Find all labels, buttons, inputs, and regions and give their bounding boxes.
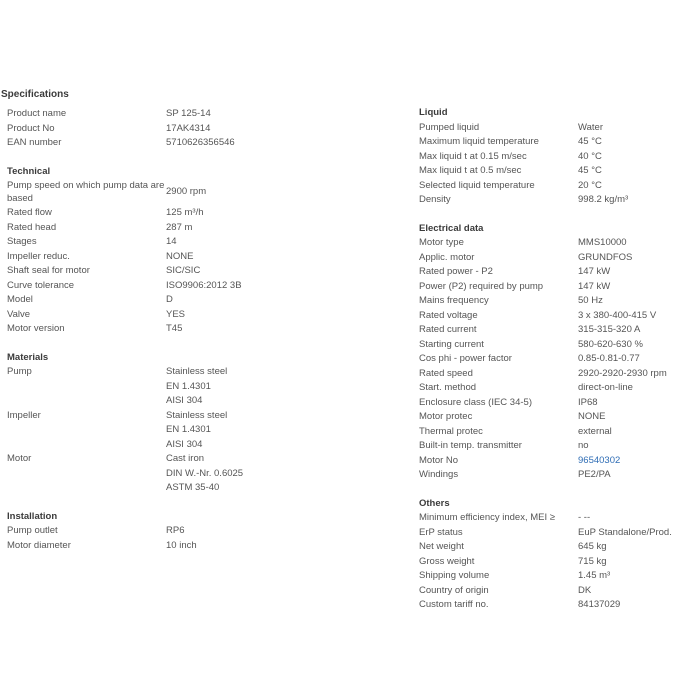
spec-row [419,381,681,396]
spec-label: Thermal protec [419,425,483,437]
spec-label: Motor diameter [7,539,71,551]
spec-row [419,236,681,251]
spec-row [419,265,681,280]
spec-label: Minimum efficiency index, MEI ≥ [419,512,555,523]
spec-row [419,396,681,411]
spec-row [419,193,681,208]
spec-row [7,107,269,122]
spec-value: 2920-2920-2930 rpm [578,367,667,379]
spec-value: IP68 [578,396,598,408]
spec-label: Impeller reduc. [7,250,70,262]
spec-value: EuP Standalone/Prod. [578,526,672,538]
spec-label: Motor [7,453,32,464]
spec-label: Net weight [419,541,464,552]
page-title: Specifications [1,89,69,100]
spec-label: Motor protec [419,411,473,422]
spec-row [7,206,269,221]
spec-row [419,352,681,367]
spec-row [7,380,269,395]
spec-row [419,251,681,266]
spec-label: Cos phi - power factor [419,353,512,364]
spec-label: Pump [7,366,32,377]
spec-row [419,454,681,469]
spec-row [7,467,269,482]
spec-row [419,540,681,555]
spec-value: Cast iron [166,453,205,464]
spec-label: Shaft seal for motor [7,265,90,276]
section-product [7,107,269,151]
spec-value: 45 °C [578,136,602,147]
spec-label: Density [419,194,451,205]
spec-label: Valve [7,308,31,320]
spec-row [419,179,681,194]
spec-row [419,164,681,179]
spec-label: EAN number [7,137,62,148]
spec-label: Rated speed [419,367,473,379]
spec-label: Model [7,294,33,305]
spec-label: Starting current [419,338,484,350]
spec-row [7,423,269,438]
spec-label: Start. method [419,382,477,393]
spec-row [7,524,269,539]
spec-value: ASTM 35-40 [166,482,220,493]
section-materials [7,351,269,496]
spec-label: Motor type [419,237,464,248]
spec-value: NONE [166,250,194,262]
section-installation [7,510,269,554]
spec-value: Stainless steel [166,409,228,421]
right-column [419,106,681,613]
spec-value: Stainless steel [166,366,228,377]
spec-row [419,555,681,570]
spec-value: SIC/SIC [166,265,201,276]
spec-value: EN 1.4301 [166,424,211,435]
spec-row [419,150,681,165]
spec-row [419,309,681,324]
spec-value: 45 °C [578,165,602,176]
spec-row [419,526,681,541]
spec-value: 125 m³/h [166,207,204,218]
spec-label: Gross weight [419,555,475,567]
spec-row [7,250,269,265]
spec-value: AISI 304 [166,438,203,450]
spec-row [7,122,269,137]
spec-label: Pumped liquid [419,121,480,133]
spec-value: 580-620-630 % [578,338,643,350]
spec-label: Product No [7,122,55,134]
spec-value: direct-on-line [578,382,633,393]
spec-value: GRUNDFOS [578,251,633,263]
spec-row [7,481,269,496]
section-technical [7,165,269,337]
spec-value: MMS10000 [578,237,627,248]
spec-row [7,438,269,453]
spec-label: Selected liquid temperature [419,179,535,191]
section-title: Electrical data [419,222,484,234]
spec-row [419,410,681,425]
section-liquid [419,106,681,208]
spec-value: T45 [166,323,183,334]
spec-row [7,394,269,409]
spec-value: 645 kg [578,541,607,552]
spec-value: 84137029 [578,599,621,610]
spec-value: 14 [166,236,177,247]
spec-label: Windings [419,469,459,480]
spec-value: external [578,425,612,437]
section-title: Liquid [419,107,448,118]
spec-label: Rated flow [7,207,52,218]
spec-label: Rated current [419,324,477,335]
spec-label: Rated head [7,221,57,233]
spec-label: Built-in temp. transmitter [419,440,522,451]
spec-row [419,121,681,136]
spec-row [7,279,269,294]
spec-value: DK [578,584,592,596]
spec-row [7,235,269,250]
spec-row [419,468,681,483]
spec-label: Impeller [7,409,41,421]
spec-label: Shipping volume [419,570,490,581]
spec-row [419,338,681,353]
spec-value: 147 kW [578,280,611,292]
spec-row [419,323,681,338]
spec-value: D [166,294,173,305]
spec-label: Power (P2) required by pump [419,280,544,292]
spec-value: 5710626356546 [166,137,235,148]
spec-row [419,439,681,454]
spec-row [419,569,681,584]
spec-row [7,136,269,151]
section-title: Technical [7,165,51,177]
spec-value: NONE [578,411,606,422]
spec-row [419,425,681,440]
spec-value: YES [166,308,186,320]
spec-label: Max liquid t at 0.5 m/sec [419,165,522,176]
spec-value: - -- [578,512,591,523]
spec-label: Maximum liquid temperature [419,136,539,147]
spec-row [7,179,269,206]
spec-value: 3 x 380-400-415 V [578,309,657,321]
spec-value: 10 inch [166,539,197,551]
spec-label: Pump speed on which pump data are based [7,180,165,204]
spec-value: 17AK4314 [166,122,211,134]
spec-row [7,264,269,279]
spec-value: 20 °C [578,179,602,191]
spec-value: 0.85-0.81-0.77 [578,353,640,364]
spec-label: Motor version [7,323,65,334]
spec-value: ISO9906:2012 3B [166,279,242,291]
spec-value: AISI 304 [166,395,203,406]
spec-label: Motor No [419,454,459,466]
spec-value: 50 Hz [578,295,603,306]
spec-label: ErP status [419,526,463,538]
spec-value: EN 1.4301 [166,380,211,392]
spec-value: SP 125-14 [166,108,211,119]
motor-number-link[interactable]: 96540302 [578,454,621,466]
spec-label: Rated power - P2 [419,266,493,277]
spec-label: Mains frequency [419,295,489,306]
left-column [7,107,269,553]
spec-label: Applic. motor [419,251,475,263]
spec-row [7,293,269,308]
spec-value: 287 m [166,221,193,233]
spec-label: Enclosure class (IEC 34-5) [419,396,532,408]
spec-value: PE2/PA [578,469,611,480]
spec-label: Product name [7,108,67,119]
spec-value: Water [578,121,603,133]
spec-label: Pump outlet [7,525,58,536]
spec-row [7,539,269,554]
spec-label: Max liquid t at 0.15 m/sec [419,150,527,162]
spec-row [419,294,681,309]
section-title: Others [419,497,450,509]
section-title: Installation [7,510,58,522]
spec-row [419,135,681,150]
spec-row [7,322,269,337]
spec-row [419,598,681,613]
spec-label: Stages [7,236,37,247]
spec-row [419,511,681,526]
spec-value: no [578,440,589,451]
spec-row [7,221,269,236]
spec-row [419,584,681,599]
spec-label: Custom tariff no. [419,599,489,610]
spec-label: Curve tolerance [7,279,75,291]
spec-value: 998.2 kg/m³ [578,194,629,205]
spec-value: 1.45 m³ [578,570,611,581]
spec-value: 40 °C [578,150,602,162]
section-others [419,497,681,613]
spec-row [7,409,269,424]
spec-value: 315-315-320 A [578,324,641,335]
spec-value: 147 kW [578,266,611,277]
spec-value: RP6 [166,525,185,536]
spec-row [7,308,269,323]
spec-value: 715 kg [578,555,607,567]
spec-label: Country of origin [419,584,489,596]
section-electrical-data [419,222,681,483]
spec-value: DIN W.-Nr. 0.6025 [166,467,244,479]
spec-value: 2900 rpm [166,186,207,198]
spec-row [419,280,681,295]
spec-row [419,367,681,382]
spec-row [7,452,269,467]
spec-row [7,365,269,380]
spec-label: Rated voltage [419,309,478,321]
section-title: Materials [7,351,49,363]
